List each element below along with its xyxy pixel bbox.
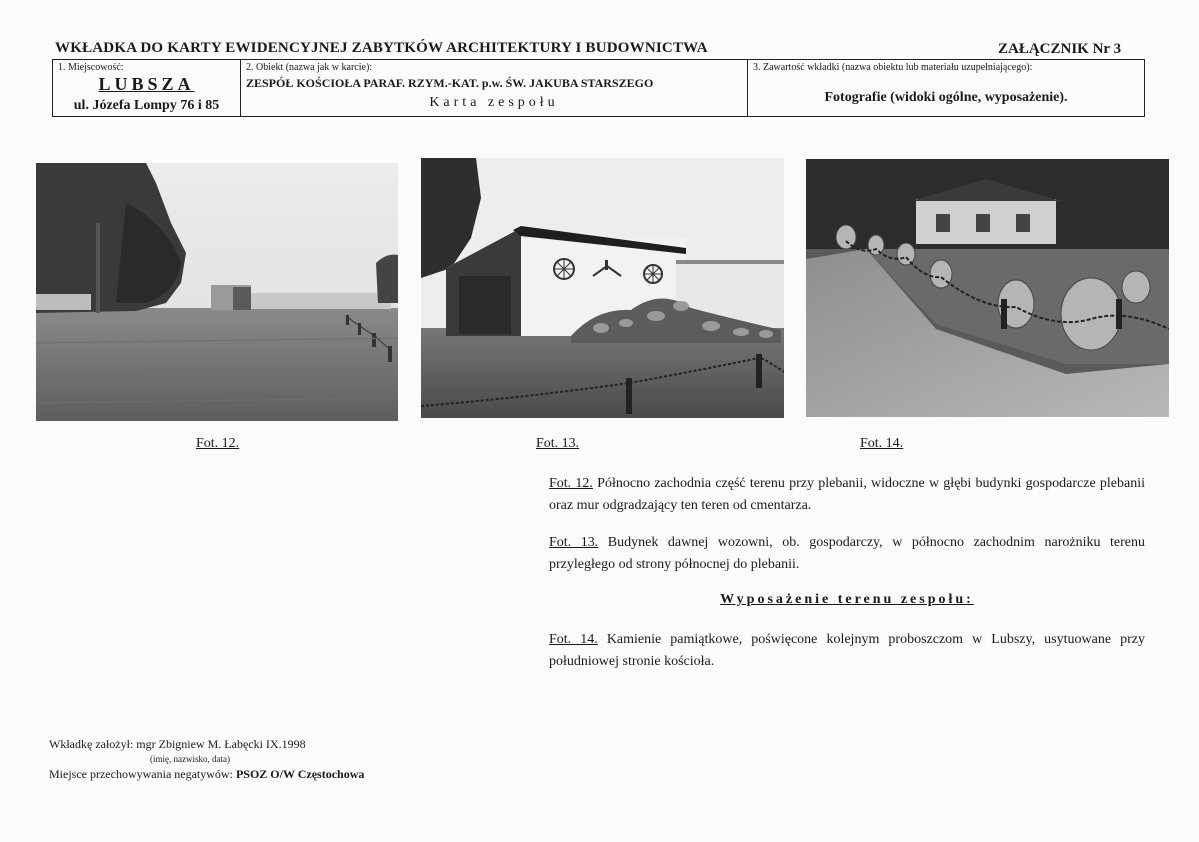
footer-author: Wkładkę założył: mgr Zbigniew M. Łabęcki IX.1998 — [49, 737, 306, 751]
description-text-fot-14: Kamienie pamiątkowe, poświęcone kolejnym proboszczom w Lubszy, usytuowane przy południowej stronie kościoła. — [549, 632, 1145, 669]
description-ref-fot-12: Fot. 12. — [549, 476, 593, 491]
contents-cell — [748, 60, 1144, 116]
footer-negatives — [49, 767, 364, 782]
photo-caption-fot-14: Fot. 14. — [860, 436, 904, 451]
photo-fot-13 — [421, 158, 784, 418]
place-cell — [53, 60, 241, 116]
object-cell — [241, 60, 748, 116]
equipment-heading: Wyposażenie terenu zespołu: — [720, 592, 974, 607]
description-fot-14 — [549, 629, 1145, 673]
description-text-fot-13: Budynek dawnej wozowni, ob. gospodarczy, w północno zachodnim narożniku terenu przyległego od strony północnej do plebanii. — [549, 535, 1145, 572]
contents-value: Fotografie (widoki ogólne, wyposażenie). — [824, 90, 1068, 105]
contents-label: 3. Zawartość wkładki (nazwa obiektu lub materiału uzupełniającego): — [753, 62, 1033, 73]
place-label: 1. Miejscowość: — [58, 62, 124, 73]
place-name: LUBSZA — [98, 74, 195, 94]
photo-caption-fot-12: Fot. 12. — [196, 436, 240, 451]
header-table — [52, 59, 1145, 117]
description-fot-13 — [549, 532, 1145, 576]
annex-number: ZAŁĄCZNIK Nr 3 — [998, 41, 1122, 57]
photo-fot-12 — [36, 163, 398, 421]
footer-negatives-value: PSOZ O/W Częstochowa — [235, 767, 365, 781]
object-label: 2. Obiekt (nazwa jak w karcie): — [246, 62, 373, 73]
description-ref-fot-13: Fot. 13. — [549, 535, 599, 550]
description-fot-12 — [549, 473, 1145, 517]
footer-author-hint: (imię, nazwisko, data) — [150, 754, 230, 764]
card-type: Karta zespołu — [429, 95, 559, 110]
description-text-fot-12: Północno zachodnia część terenu przy plebanii, widoczne w głębi budynki gospodarcze plebanii oraz mur odgradzający ten teren od cmentarza. — [549, 476, 1145, 513]
document-title: WKŁADKA DO KARTY EWIDENCYJNEJ ZABYTKÓW ARCHITEKTURY I BUDOWNICTWA — [55, 40, 708, 56]
address: ul. Józefa Lompy 76 i 85 — [73, 98, 220, 113]
photo-caption-fot-13: Fot. 13. — [536, 436, 580, 451]
object-name: ZESPÓŁ KOŚCIOŁA PARAF. RZYM.-KAT. p.w. ŚW. JAKUBA STARSZEGO — [246, 76, 654, 90]
photo-fot-14 — [806, 159, 1169, 417]
footer-negatives-label: Miejsce przechowywania negatywów: — [49, 767, 236, 781]
description-ref-fot-14: Fot. 14. — [549, 632, 598, 647]
